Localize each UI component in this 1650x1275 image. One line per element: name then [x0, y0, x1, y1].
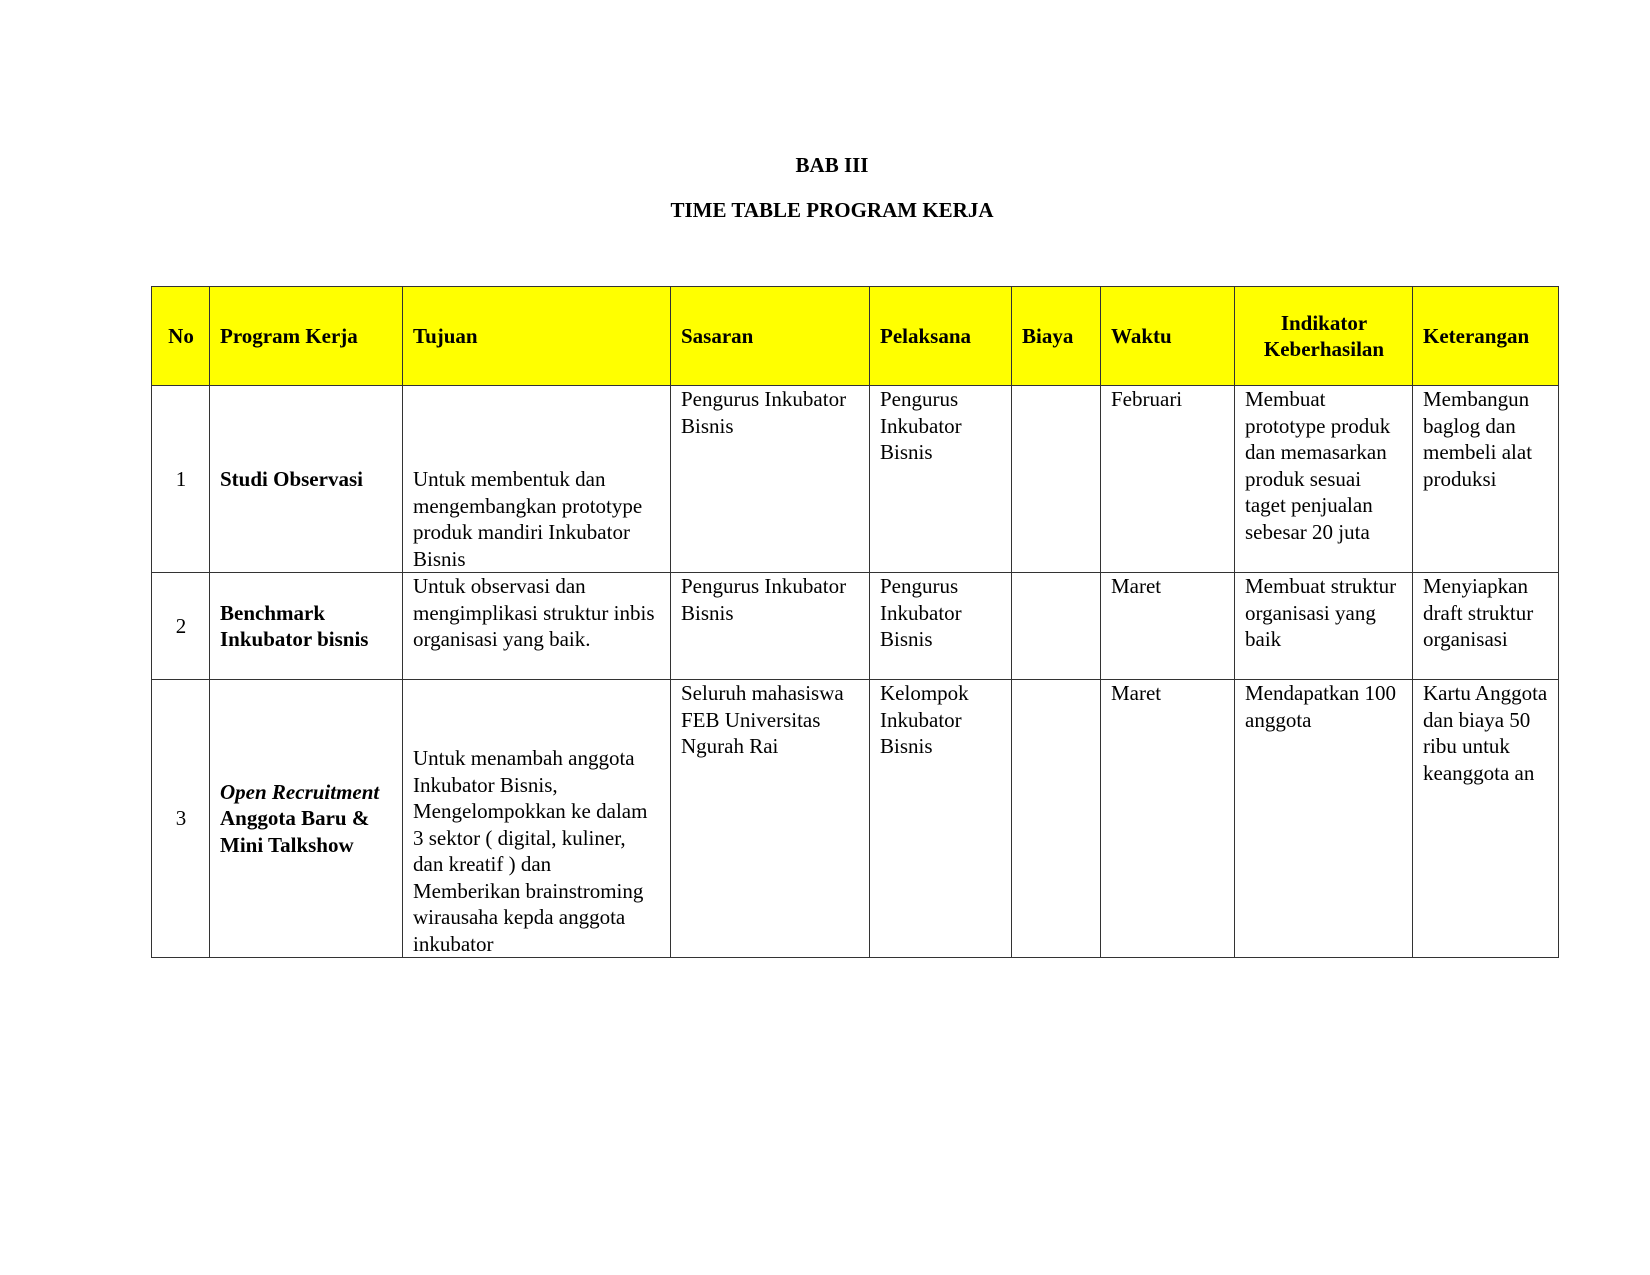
header-program-kerja: Program Kerja	[210, 287, 403, 386]
cell-waktu: Februari	[1101, 386, 1235, 573]
cell-no: 3	[152, 680, 210, 958]
cell-biaya	[1012, 386, 1101, 573]
header-tujuan: Tujuan	[403, 287, 671, 386]
header-no: No	[152, 287, 210, 386]
cell-indikator: Membuat struktur organisasi yang baik	[1235, 573, 1413, 680]
program-table	[151, 286, 1559, 958]
header-waktu: Waktu	[1101, 287, 1235, 386]
table-row	[152, 386, 1559, 573]
header-pelaksana: Pelaksana	[870, 287, 1012, 386]
cell-sasaran: Pengurus Inkubator Bisnis	[671, 573, 870, 680]
cell-waktu: Maret	[1101, 680, 1235, 958]
cell-pelaksana: Pengurus Inkubator Bisnis	[870, 386, 1012, 573]
cell-waktu: Maret	[1101, 573, 1235, 680]
cell-no: 2	[152, 573, 210, 680]
table-row	[152, 680, 1559, 958]
cell-no: 1	[152, 386, 210, 573]
page-title: TIME TABLE PROGRAM KERJA	[670, 198, 994, 222]
cell-tujuan: Untuk membentuk dan mengembangkan prototype produk mandiri Inkubator Bisnis	[403, 386, 671, 573]
cell-program: Studi Observasi	[210, 386, 403, 573]
header-biaya: Biaya	[1012, 287, 1101, 386]
chapter-heading: BAB III	[795, 153, 869, 177]
cell-indikator: Membuat prototype produk dan memasarkan produk sesuai taget penjualan sebesar 20 juta	[1235, 386, 1413, 573]
cell-indikator: Mendapatkan 100 anggota	[1235, 680, 1413, 958]
cell-keterangan: Membangun baglog dan membeli alat produksi	[1413, 386, 1559, 573]
cell-tujuan: Untuk observasi dan mengimplikasi struktur inbis organisasi yang baik.	[403, 573, 671, 680]
cell-pelaksana: Pengurus Inkubator Bisnis	[870, 573, 1012, 680]
program-text: Anggota Baru & Mini Talkshow	[220, 806, 370, 857]
cell-biaya	[1012, 573, 1101, 680]
header-indikator-keberhasilan: Indikator Keberhasilan	[1235, 287, 1413, 386]
program-italic-text: Open Recruitment	[220, 779, 380, 804]
table-row	[152, 573, 1559, 680]
cell-keterangan: Kartu Anggota dan biaya 50 ribu untuk keanggota an	[1413, 680, 1559, 958]
cell-program	[210, 680, 403, 958]
header-sasaran: Sasaran	[671, 287, 870, 386]
header-keterangan: Keterangan	[1413, 287, 1559, 386]
cell-sasaran: Seluruh mahasiswa FEB Universitas Ngurah Rai	[671, 680, 870, 958]
cell-tujuan: Untuk menambah anggota Inkubator Bisnis, Mengelompokkan ke dalam 3 sektor ( digital, kuliner, dan kreatif ) dan Memberikan brainstroming wirausaha kepda anggota inkubator	[403, 680, 671, 958]
cell-program: Benchmark Inkubator bisnis	[210, 573, 403, 680]
cell-keterangan: Menyiapkan draft struktur organisasi	[1413, 573, 1559, 680]
cell-sasaran: Pengurus Inkubator Bisnis	[671, 386, 870, 573]
cell-pelaksana: Kelompok Inkubator Bisnis	[870, 680, 1012, 958]
table-header-row	[152, 287, 1559, 386]
cell-biaya	[1012, 680, 1101, 958]
